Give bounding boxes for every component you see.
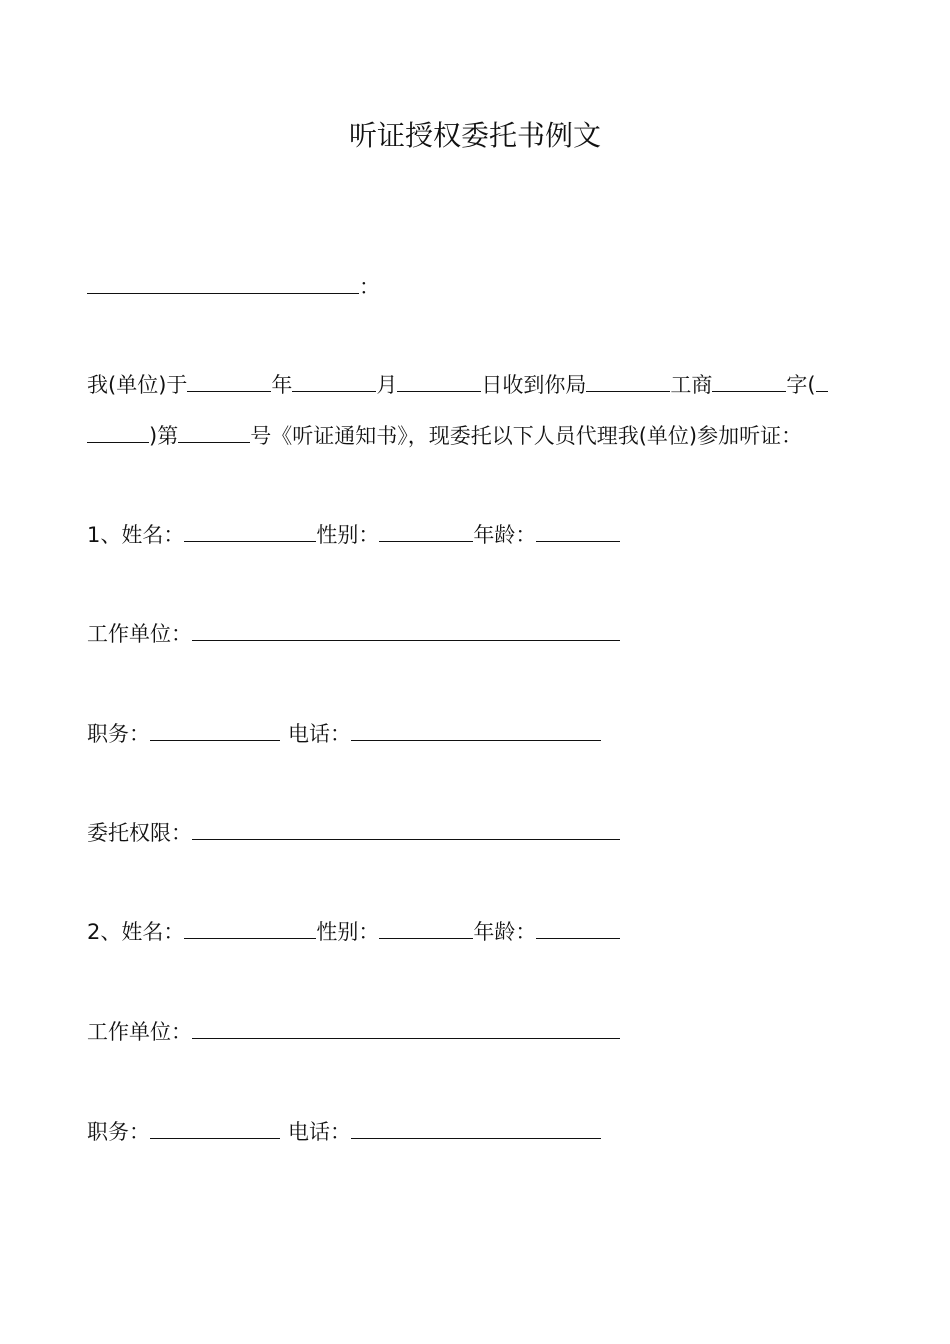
authority-label: 委托权限： [87, 821, 192, 845]
day-blank[interactable] [397, 369, 481, 392]
body-text-unit: 我(单位)于 [87, 373, 188, 397]
person2-name-label: 姓名： [121, 920, 185, 944]
person2-line [87, 916, 620, 947]
person2-gender-blank[interactable] [379, 916, 473, 939]
person1-name-label: 姓名： [121, 523, 185, 547]
person1-age-label: 年龄： [473, 523, 537, 547]
paren-blank-end[interactable] [87, 420, 149, 443]
word-blank[interactable] [712, 369, 786, 392]
bureau-blank[interactable] [586, 369, 670, 392]
person2-position-label: 职务： [87, 1120, 150, 1144]
person1-line [87, 519, 620, 550]
body-line-2 [87, 420, 802, 451]
person2-phone-blank[interactable] [351, 1116, 601, 1139]
body-text-di: )第 [149, 424, 179, 448]
person1-work-unit-blank[interactable] [192, 618, 620, 641]
person1-phone-label: 电话： [288, 722, 351, 746]
document-title: 听证授权委托书例文 [348, 119, 601, 152]
person2-position-blank[interactable] [150, 1116, 280, 1139]
body-text-zi: 字( [786, 373, 816, 397]
person1-gender-blank[interactable] [379, 519, 473, 542]
body-text-day: 日收到你局 [481, 373, 587, 397]
person1-position-blank[interactable] [150, 718, 280, 741]
paren-blank-start[interactable] [816, 369, 828, 392]
person1-gender-label: 性别： [316, 523, 380, 547]
person2-work-unit-blank[interactable] [192, 1016, 620, 1039]
person2-index: 2、 [87, 920, 122, 944]
person2-work-unit-label: 工作单位： [87, 1020, 192, 1044]
person2-work-unit-line [87, 1016, 620, 1047]
person1-work-unit-label: 工作单位： [87, 622, 192, 646]
person1-position-label: 职务： [87, 722, 150, 746]
person1-phone-blank[interactable] [351, 718, 601, 741]
person1-work-unit-line [87, 618, 620, 649]
person2-name-blank[interactable] [184, 916, 316, 939]
addressee-colon: ： [359, 275, 380, 299]
addressee-blank[interactable] [87, 271, 359, 294]
year-blank[interactable] [187, 369, 271, 392]
body-text-gongshang: 工商 [670, 373, 713, 397]
person1-index: 1、 [87, 523, 122, 547]
person2-position-line [87, 1116, 601, 1147]
addressee-line [87, 271, 380, 302]
person2-age-blank[interactable] [536, 916, 620, 939]
month-blank[interactable] [292, 369, 376, 392]
body-line-1 [87, 369, 828, 400]
authority-blank[interactable] [192, 817, 620, 840]
person1-age-blank[interactable] [536, 519, 620, 542]
body-text-year: 年 [271, 373, 293, 397]
person2-age-label: 年龄： [473, 920, 537, 944]
person1-position-line [87, 718, 601, 749]
person2-gender-label: 性别： [316, 920, 380, 944]
body-text-month: 月 [376, 373, 398, 397]
person1-name-blank[interactable] [184, 519, 316, 542]
body-text-notice: 号《听证通知书》，现委托以下人员代理我(单位)参加听证： [250, 424, 803, 448]
number-blank[interactable] [178, 420, 250, 443]
person2-phone-label: 电话： [288, 1120, 351, 1144]
authority-line [87, 817, 620, 848]
